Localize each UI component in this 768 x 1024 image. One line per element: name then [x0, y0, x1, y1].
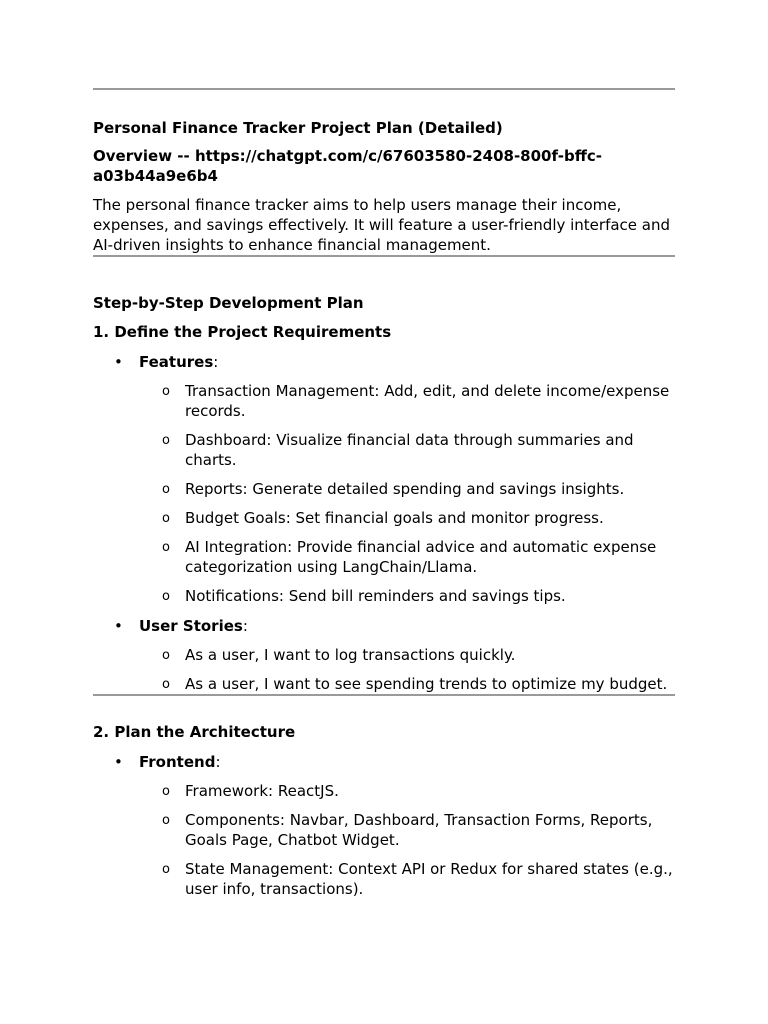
overview-heading: Overview -- https://chatgpt.com/c/67603580-2408-800f-bffc-a03b44a9e6b4 [93, 147, 602, 185]
list-item [93, 537, 675, 577]
horizontal-rule [93, 694, 675, 696]
user-stories-sublist [139, 645, 675, 694]
section-2-list [93, 752, 675, 899]
feature-text: AI Integration: Provide financial advice and automatic expense categorization using LangChain/Llama. [185, 538, 657, 576]
frontend-text: State Management: Context API or Redux for shared states (e.g., user info, transactions). [185, 860, 673, 898]
frontend-sublist [139, 781, 675, 899]
list-item [93, 508, 675, 528]
section-1-list [93, 352, 675, 694]
list-item [93, 645, 675, 665]
feature-text: Reports: Generate detailed spending and savings insights. [185, 480, 625, 498]
frontend-text: Framework: ReactJS. [185, 782, 339, 800]
story-text: As a user, I want to log transactions quickly. [185, 646, 516, 664]
circle-bullet-icon: o [162, 433, 170, 448]
circle-bullet-icon: o [162, 648, 170, 663]
steps-heading: Step-by-Step Development Plan [93, 294, 364, 312]
user-stories-label: User Stories [139, 617, 243, 635]
circle-bullet-icon: o [162, 384, 170, 399]
circle-bullet-icon: o [162, 589, 170, 604]
list-item [93, 479, 675, 499]
colon: : [215, 753, 221, 771]
list-item [93, 781, 675, 801]
frontend-label: Frontend [139, 753, 216, 771]
list-item [93, 430, 675, 470]
circle-bullet-icon: o [162, 482, 170, 497]
feature-text: Dashboard: Visualize financial data through summaries and charts. [185, 431, 634, 469]
bullet-icon: • [114, 353, 123, 371]
list-item [93, 859, 675, 899]
features-item [93, 352, 675, 606]
document-title: Personal Finance Tracker Project Plan (Detailed) [93, 119, 503, 137]
list-item [93, 586, 675, 606]
document-page [93, 88, 675, 899]
feature-text: Budget Goals: Set financial goals and monitor progress. [185, 509, 604, 527]
frontend-text: Components: Navbar, Dashboard, Transaction Forms, Reports, Goals Page, Chatbot Widget. [185, 811, 653, 849]
circle-bullet-icon: o [162, 677, 170, 692]
features-sublist [139, 381, 675, 606]
circle-bullet-icon: o [162, 511, 170, 526]
list-item [93, 810, 675, 850]
features-label: Features [139, 353, 214, 371]
circle-bullet-icon: o [162, 540, 170, 555]
bullet-icon: • [114, 753, 123, 771]
colon: : [242, 617, 248, 635]
frontend-item [93, 752, 675, 899]
circle-bullet-icon: o [162, 813, 170, 828]
horizontal-rule [93, 88, 675, 90]
circle-bullet-icon: o [162, 862, 170, 877]
circle-bullet-icon: o [162, 784, 170, 799]
section-1-heading: 1. Define the Project Requirements [93, 323, 392, 341]
section-2-heading: 2. Plan the Architecture [93, 723, 296, 741]
feature-text: Notifications: Send bill reminders and savings tips. [185, 587, 566, 605]
user-stories-item [93, 616, 675, 694]
list-item [93, 381, 675, 421]
story-text: As a user, I want to see spending trends to optimize my budget. [185, 675, 668, 693]
colon: : [213, 353, 219, 371]
feature-text: Transaction Management: Add, edit, and delete income/expense records. [185, 382, 670, 420]
intro-paragraph: The personal finance tracker aims to help users manage their income, expenses, and savings effectively. It will feature a user-friendly interface and AI-driven insights to enhance financial management. [93, 196, 671, 254]
bullet-icon: • [114, 617, 123, 635]
horizontal-rule [93, 255, 675, 257]
list-item [93, 674, 675, 694]
